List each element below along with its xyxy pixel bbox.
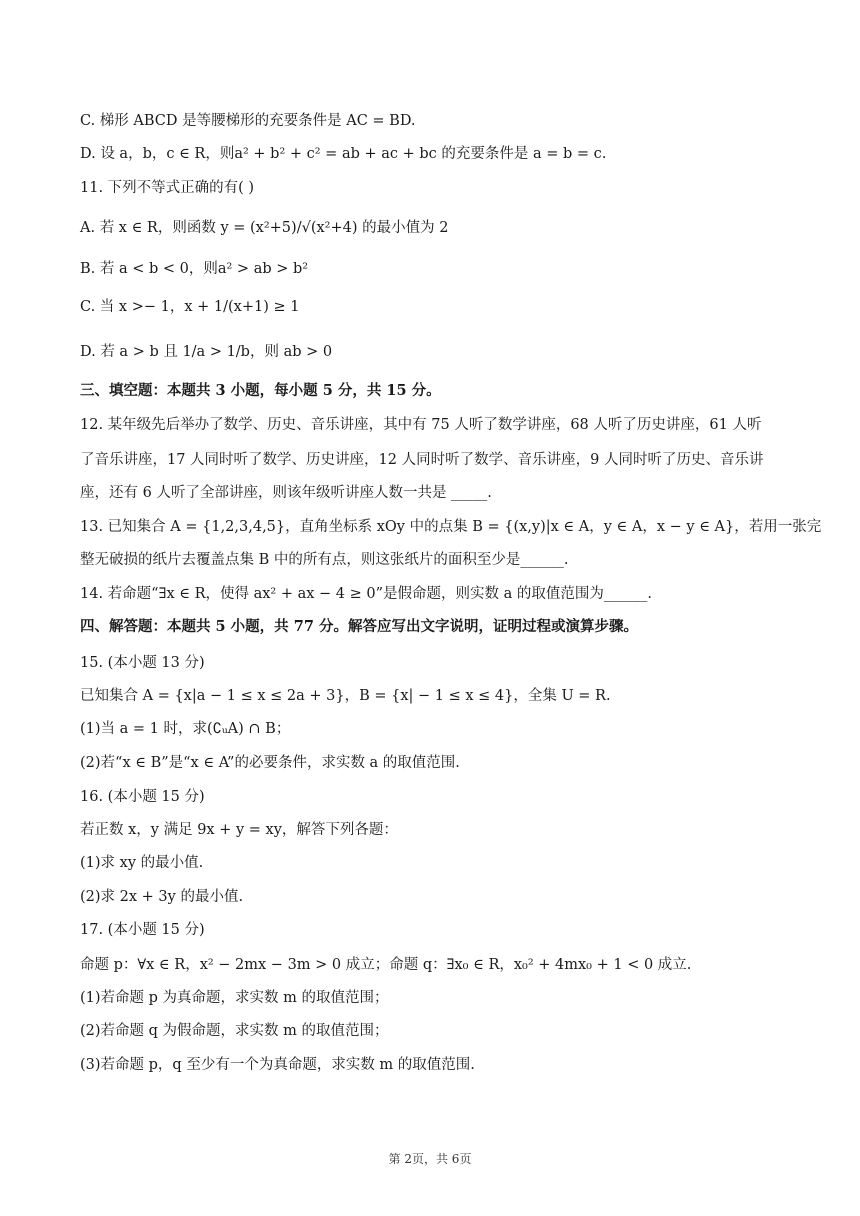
question-17-part-3: (3)若命题 p，q 至少有一个为真命题，求实数 m 的取值范围.	[80, 1057, 475, 1073]
question-15-part-2: (2)若“x ∈ B”是“x ∈ A”的必要条件，求实数 a 的取值范围.	[80, 755, 460, 771]
question-17-part-2: (2)若命题 q 为假命题，求实数 m 的取值范围；	[80, 1023, 389, 1039]
question-16-part-1: (1)求 xy 的最小值.	[80, 855, 204, 871]
question-17-title: 17. (本小题 15 分)	[80, 922, 205, 938]
question-17-part-1: (1)若命题 p 为真命题，求实数 m 的取值范围；	[80, 990, 389, 1006]
question-15-part-1: (1)当 a = 1 时，求(∁ᵤA) ∩ B；	[80, 721, 291, 737]
question-11: 11. 下列不等式正确的有( )	[80, 180, 255, 196]
question-12-line-3: 座，还有 6 人听了全部讲座，则该年级听讲座人数一共是 _____.	[80, 485, 492, 501]
question-16-part-2: (2)求 2x + 3y 的最小值.	[80, 889, 244, 905]
section-3-heading: 三、填空题：本题共 3 小题，每小题 5 分，共 15 分。	[80, 382, 441, 399]
section-4-heading: 四、解答题：本题共 5 小题，共 77 分。解答应写出文字说明，证明过程或演算步骤。	[80, 618, 638, 635]
question-15-title: 15. (本小题 13 分)	[80, 655, 205, 671]
option-d-line: D. 设 a，b，c ∈ R，则a² + b² + c² = ab + ac + bc 的充要条件是 a = b = c.	[80, 146, 607, 162]
q11-option-b: B. 若 a < b < 0，则a² > ab > b²	[80, 261, 309, 277]
question-12-line-1: 12. 某年级先后举办了数学、历史、音乐讲座，其中有 75 人听了数学讲座，68 人听了历史讲座，61 人听	[80, 417, 762, 433]
option-c-line: C. 梯形 ABCD 是等腰梯形的充要条件是 AC = BD.	[80, 113, 416, 129]
question-17-stem: 命题 p：∀x ∈ R，x² − 2mx − 3m > 0 成立；命题 q：∃x₀ ∈ R，x₀² + 4mx₀ + 1 < 0 成立.	[80, 957, 692, 973]
question-16-title: 16. (本小题 15 分)	[80, 789, 205, 805]
q11-option-c: C. 当 x >− 1，x + 1/(x+1) ≥ 1	[80, 299, 300, 315]
question-15-stem: 已知集合 A = {x|a − 1 ≤ x ≤ 2a + 3}，B = {x| − 1 ≤ x ≤ 4}，全集 U = R.	[80, 688, 611, 704]
page-footer: 第 2页，共 6页	[388, 1152, 472, 1166]
q11-option-d: D. 若 a > b 且 1/a > 1/b，则 ab > 0	[80, 344, 333, 360]
question-13-line-1: 13. 已知集合 A = {1,2,3,4,5}，直角坐标系 xOy 中的点集 B = {(x,y)|x ∈ A，y ∈ A，x − y ∈ A}，若用一张完	[80, 519, 822, 535]
question-13-line-2: 整无破损的纸片去覆盖点集 B 中的所有点，则这张纸片的面积至少是______.	[80, 552, 569, 568]
question-12-line-2: 了音乐讲座，17 人同时听了数学、历史讲座，12 人同时听了数学、音乐讲座，9 人同时听了历史、音乐讲	[80, 452, 764, 468]
q11-option-a: A. 若 x ∈ R，则函数 y = (x²+5)/√(x²+4) 的最小值为 2	[80, 220, 449, 236]
question-14: 14. 若命题“∃x ∈ R，使得 ax² + ax − 4 ≥ 0”是假命题，则实数 a 的取值范围为______.	[80, 586, 652, 602]
question-16-stem: 若正数 x，y 满足 9x + y = xy，解答下列各题：	[80, 822, 398, 838]
